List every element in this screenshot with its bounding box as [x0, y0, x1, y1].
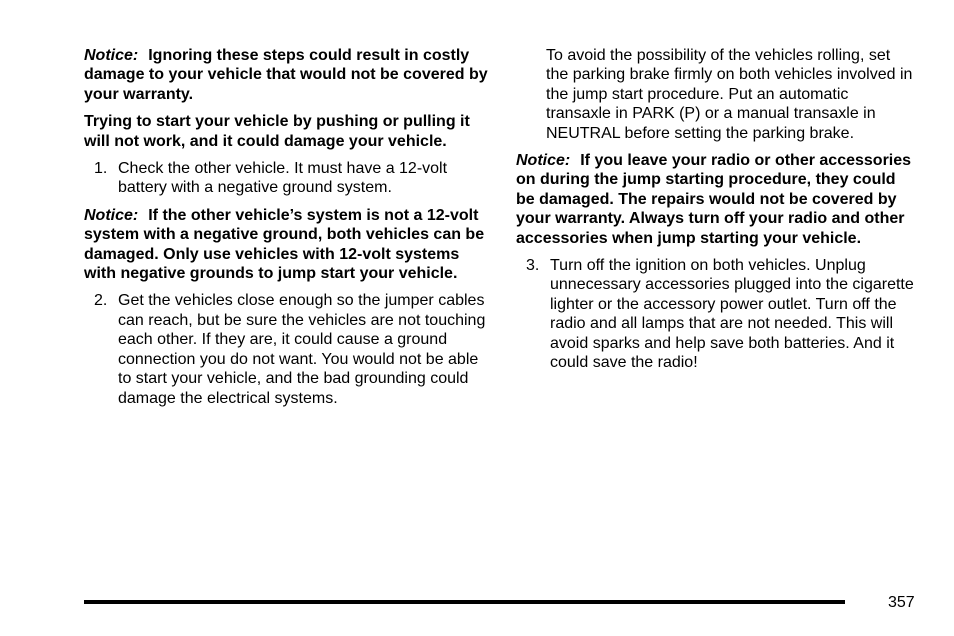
notice-text: Ignoring these steps could result in costly damage to your vehicle that would not be covered by your warranty.: [84, 47, 488, 103]
notice-label: Notice:: [84, 206, 139, 224]
step-text: Check the other vehicle. It must have a 12-volt battery with a negative ground system.: [118, 160, 448, 197]
footer-rule: [84, 600, 845, 604]
notice-radio-accessories: [516, 151, 916, 248]
step-1: [84, 159, 494, 198]
step-number: 3.: [526, 257, 540, 275]
step-text: Get the vehicles close enough so the jumper cables can reach, but be sure the vehicles are not touching each other. If they are, it could cause a ground connection you do not want. You would not be able to start your vehicle, and the bad grounding could damage the electrical systems.: [118, 292, 486, 407]
step-2-continued: To avoid the possibility of the vehicles rolling, set the parking brake firmly on both vehicles involved in the jump start procedure. Put an automatic transaxle in PARK (P) or a manual transaxle in NEUTRAL before setting the parking brake.: [546, 47, 913, 142]
notice-label: Notice:: [516, 152, 571, 170]
step-text: Turn off the ignition on both vehicles. Unplug unnecessary accessories plugged into the cigarette lighter or the accessory power outlet. Turn off the radio and all lamps that are not needed. This will avoid sparks and help save both batteries. And it could save the radio!: [550, 257, 914, 372]
step-3: [516, 256, 916, 372]
notice-ignoring-steps: [84, 46, 494, 104]
warning-push-start: Trying to start your vehicle by pushing or pulling it will not work, and it could damage your vehicle.: [84, 113, 470, 150]
page-number: 357: [888, 594, 915, 611]
step-number: 1.: [94, 160, 108, 178]
left-column: [84, 46, 494, 408]
notice-text: If you leave your radio or other accessories on during the jump starting procedure, they could be damaged. The repairs would not be covered by your warranty. Always turn off your radio and other accessories when jump starting your vehicle.: [516, 152, 912, 247]
step-2: [84, 291, 494, 407]
step-number: 2.: [94, 292, 108, 310]
notice-text: If the other vehicle’s system is not a 12-volt system with a negative ground, both vehicles can be damaged. Only use vehicles with 12-volt systems with negative grounds to jump start your vehicle.: [84, 206, 485, 283]
notice-label: Notice:: [84, 47, 139, 64]
right-column: [516, 46, 916, 373]
notice-12-volt-system: [84, 206, 494, 284]
